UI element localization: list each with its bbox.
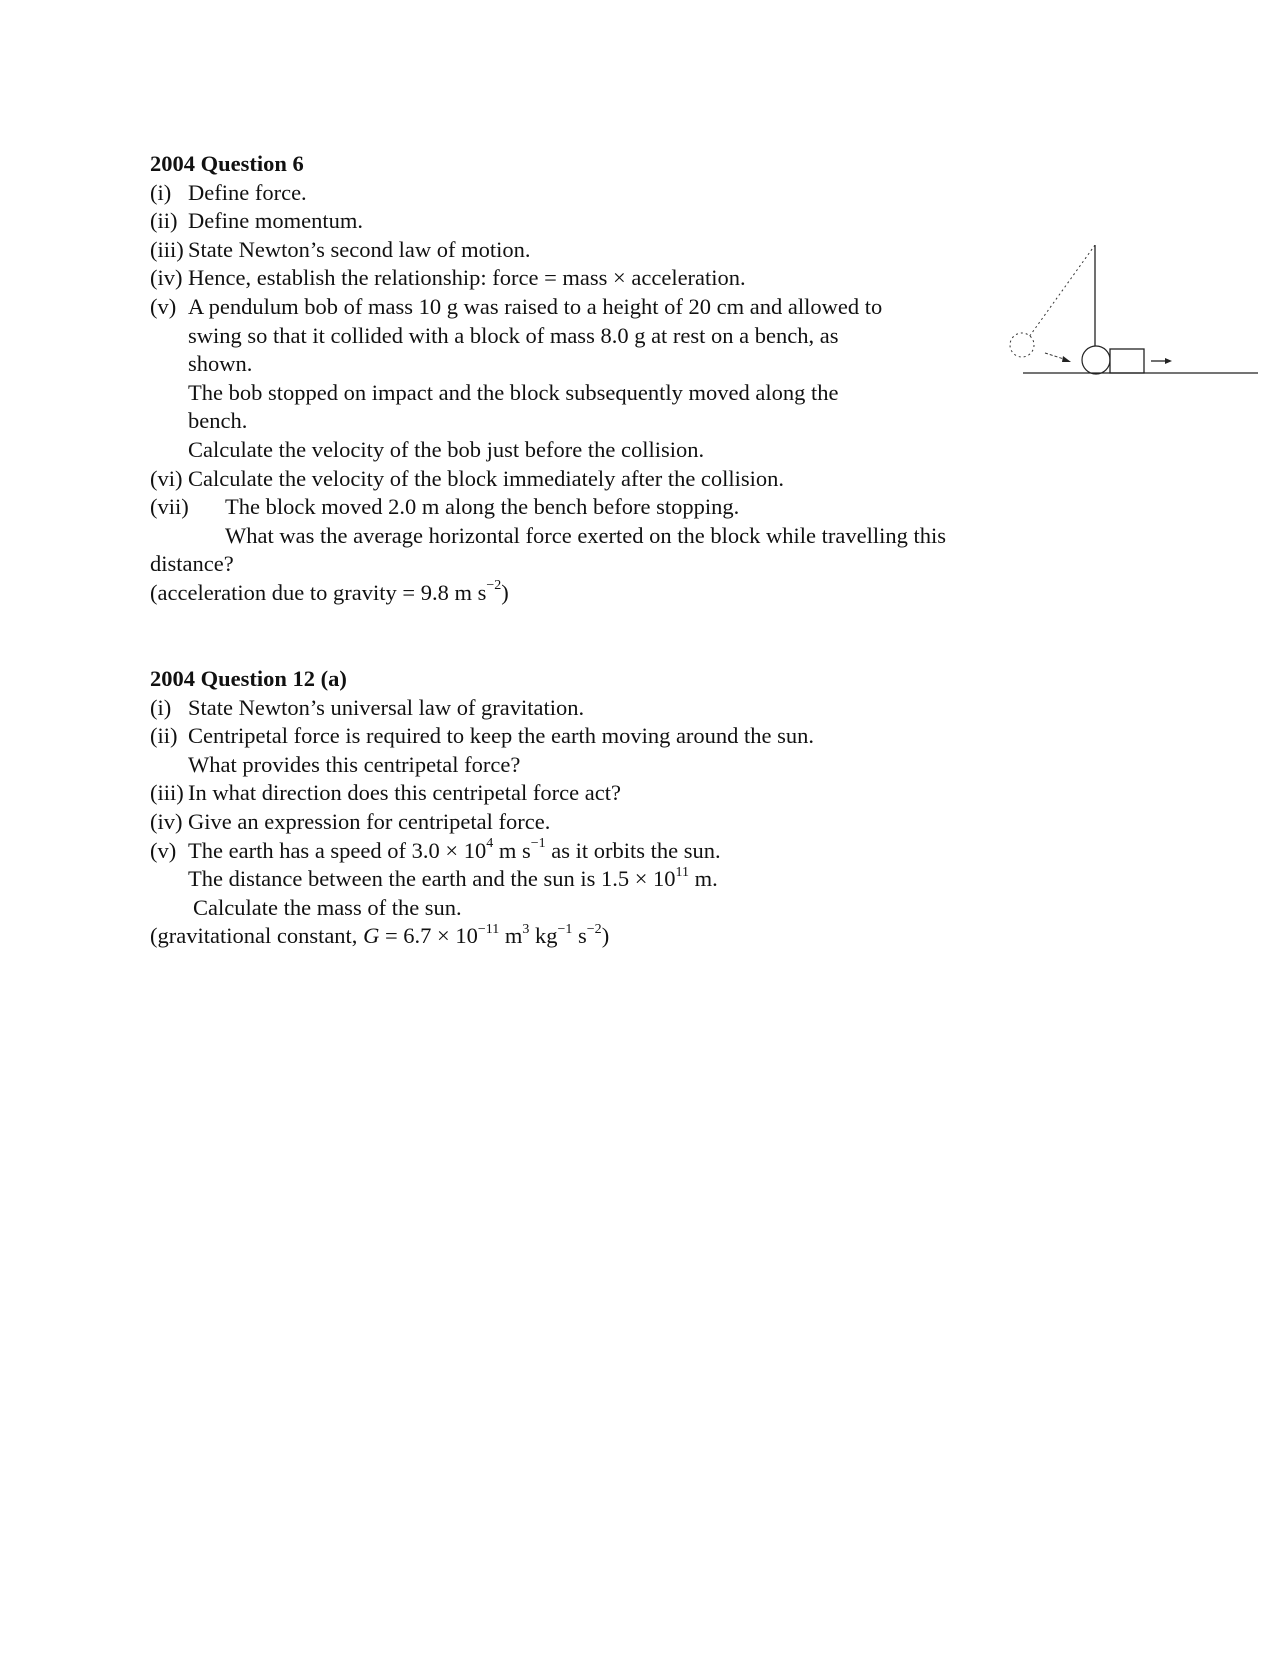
part-text: A pendulum bob of mass 10 g was raised to a height of 20 cm and allowed to bbox=[188, 293, 883, 319]
question-6 bbox=[150, 150, 946, 608]
q6-part-vii-line-2: What was the average horizontal force exerted on the block while travelling this bbox=[225, 522, 946, 548]
part-number: (v) bbox=[150, 293, 177, 319]
part-text: Define momentum. bbox=[188, 208, 363, 234]
part-text: Give an expression for centripetal force. bbox=[188, 808, 551, 834]
q6-part-i bbox=[150, 179, 946, 208]
part-text: The block moved 2.0 m along the bench before stopping. bbox=[225, 494, 740, 520]
q6-part-v-line-3: shown. bbox=[188, 351, 253, 377]
part-number: (vii) bbox=[150, 494, 189, 520]
bob-arrow-head bbox=[1062, 356, 1071, 362]
question-6-title: 2004 Question 6 bbox=[150, 151, 304, 176]
q12-part-iii bbox=[150, 779, 814, 808]
pendulum-diagram bbox=[1005, 245, 1265, 405]
q6-part-v-line-1 bbox=[150, 293, 946, 322]
question-12a-title: 2004 Question 12 (a) bbox=[150, 666, 347, 691]
q6-part-ii bbox=[150, 207, 946, 236]
q12-gravitational-constant-note: (gravitational constant, $G = 6.7 \times 10^{-11}$ $m^3$ $kg^{-1}$ $s^{-2}$) bbox=[150, 921, 610, 949]
q6-part-v-line-6: Calculate the velocity of the bob just before the collision. bbox=[188, 436, 705, 462]
part-text: State Newton’s universal law of gravitation. bbox=[188, 694, 585, 720]
pendulum-bob bbox=[1082, 346, 1110, 374]
q12-part-v-line-1: (v) The earth has a speed of $3.0 \times 10^4$ m $s^{-1}$ as it orbits the sun. bbox=[150, 837, 814, 866]
block bbox=[1110, 349, 1144, 373]
part-text: Calculate the velocity of the block immediately after the collision. bbox=[188, 465, 785, 491]
q6-part-vii-line-3: distance? bbox=[150, 551, 234, 577]
pendulum-string-raised bbox=[1029, 245, 1095, 337]
q6-part-vii-line-1 bbox=[150, 493, 946, 522]
part-number: (vi) bbox=[150, 465, 183, 491]
q6-gravity-note: (acceleration due to gravity = 9.8 m $s^{-2}$) bbox=[150, 578, 509, 605]
part-number: (iii) bbox=[150, 780, 184, 806]
q12-part-ii-line-2: What provides this centripetal force? bbox=[188, 751, 521, 777]
part-number: (i) bbox=[150, 179, 172, 205]
raised-bob bbox=[1010, 333, 1034, 357]
question-12a bbox=[150, 665, 814, 951]
part-number: (iv) bbox=[150, 265, 183, 291]
part-number: (ii) bbox=[150, 208, 178, 234]
q6-part-v-line-2: swing so that it collided with a block of mass 8.0 g at rest on a bench, as bbox=[188, 322, 839, 348]
q12-part-iv bbox=[150, 808, 814, 837]
q6-part-iii bbox=[150, 236, 946, 265]
block-arrow-head bbox=[1165, 358, 1172, 364]
part-text: State Newton’s second law of motion. bbox=[188, 236, 531, 262]
part-number: (v) bbox=[150, 837, 177, 863]
part-text: Hence, establish the relationship: force = mass × acceleration. bbox=[188, 265, 746, 291]
part-number: (i) bbox=[150, 694, 172, 720]
q6-part-v-line-4: The bob stopped on impact and the block subsequently moved along the bbox=[188, 379, 839, 405]
q6-part-iv bbox=[150, 264, 946, 293]
part-text: In what direction does this centripetal force act? bbox=[188, 780, 621, 806]
q12-part-i bbox=[150, 694, 814, 723]
q12-part-v-line-2: The distance between the earth and the sun is $1.5 \times 10^{11}$ m. bbox=[188, 864, 718, 892]
q6-part-vi bbox=[150, 465, 946, 494]
part-text: Define force. bbox=[188, 179, 307, 205]
q12-part-ii-line-1 bbox=[150, 722, 814, 751]
part-number: (ii) bbox=[150, 723, 178, 749]
part-number: (iii) bbox=[150, 236, 184, 262]
part-text: Centripetal force is required to keep the earth moving around the sun. bbox=[188, 723, 815, 749]
part-number: (iv) bbox=[150, 808, 183, 834]
q12-part-v-line-3: Calculate the mass of the sun. bbox=[193, 894, 462, 920]
q6-part-v-line-5: bench. bbox=[188, 408, 248, 434]
